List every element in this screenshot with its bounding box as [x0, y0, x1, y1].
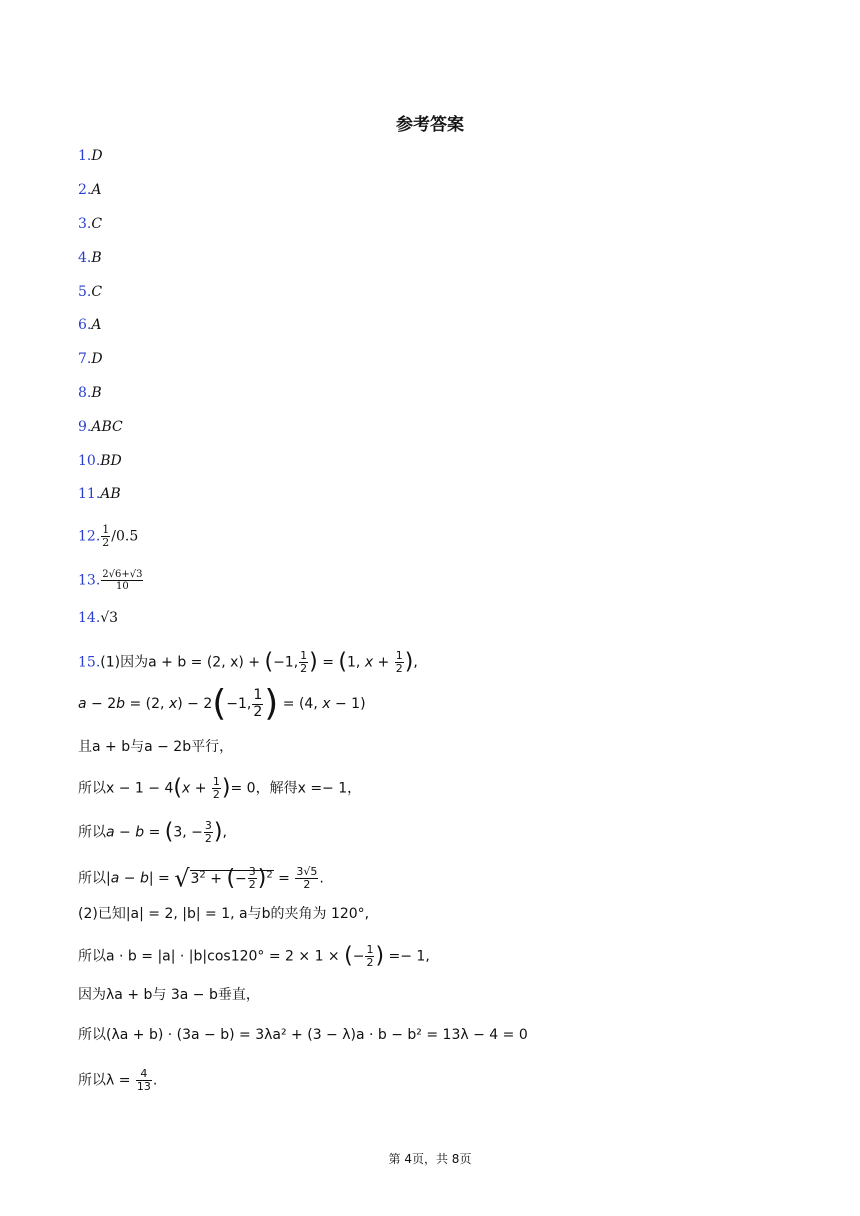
solution-line-5: 所以a − b = (3, − $\frac{3}{2}$ ), [78, 819, 227, 846]
answer-5 [78, 285, 102, 299]
answer-13 [78, 569, 144, 592]
answer-6 [78, 318, 101, 332]
solution-line-4: 所以x − 1 − 4(x + $\frac{1}{2}$ )= 0，解得x =− 1， [78, 775, 362, 802]
answer-text: C [91, 284, 103, 300]
question-number: 11. [78, 486, 101, 502]
question-number: 15. [78, 654, 101, 671]
answer-text: D [91, 148, 103, 164]
question-number: 12. [78, 528, 101, 545]
answer-8 [78, 386, 102, 400]
question-number: 10. [78, 453, 101, 469]
answer-12 [78, 524, 138, 549]
answer-text: A [91, 317, 102, 333]
answer-text: /0.5 [111, 528, 139, 545]
fraction: $\frac{1}{2}$ [102, 523, 110, 550]
answer-3 [78, 217, 102, 231]
question-number: 14. [78, 610, 101, 626]
answer-14 [78, 611, 118, 625]
question-number: 6. [78, 317, 92, 333]
question-number: 4. [78, 250, 92, 266]
solution-line-10: 所以(λa + b) · (3a − b) = 3λa² + (3 − λ)a · b − b² = 13λ − 4 = 0 [78, 1027, 528, 1043]
page-title: 参考答案 [396, 115, 464, 135]
page-footer: 第 4页，共 8页 [388, 1152, 472, 1166]
answer-text: √3 [100, 610, 119, 626]
answer-text: BD [100, 453, 122, 469]
question-number: 1. [78, 148, 92, 164]
solution-line-8: 所以a · b = |a| · |b|cos120° = 2 × 1 × (− $\frac{1}{2}$ ) =− 1, [78, 943, 430, 970]
answer-text: AB [100, 486, 121, 502]
solution-line-2: a − 2b = (2, x) − 2(−1, $\frac{1}{2}$ ) = (4, x − 1) [78, 683, 366, 724]
question-number: 13. [78, 572, 101, 589]
answer-text: ABC [91, 419, 123, 435]
question-number: 7. [78, 351, 92, 367]
answer-4 [78, 251, 102, 265]
question-number: 2. [78, 182, 92, 198]
question-number: 5. [78, 284, 92, 300]
answer-text: B [91, 250, 102, 266]
fraction: $\frac{2√6+√3}{10}$ [102, 569, 143, 592]
answer-2 [78, 183, 101, 197]
question-number: 3. [78, 216, 92, 232]
solution-line-11: 所以λ = $\frac{4}{13}$ . [78, 1067, 158, 1094]
solution-line-1: 15.(1)因为a + b = (2, x) + (−1, $\frac{1}{2}$ ) = (1, x + $\frac{1}{2}$ ), [78, 649, 418, 676]
solution-line-3: 且a + b与a − 2b平行， [78, 739, 234, 755]
answer-text: B [91, 385, 102, 401]
answer-text: C [91, 216, 103, 232]
answer-1 [78, 149, 103, 163]
solution-line-9: 因为λa + b与 3a − b垂直， [78, 987, 260, 1003]
answer-7 [78, 352, 103, 366]
answer-text: A [91, 182, 102, 198]
answer-9 [78, 420, 123, 434]
answer-11 [78, 487, 121, 501]
question-number: 9. [78, 419, 92, 435]
answer-10 [78, 454, 122, 468]
question-number: 8. [78, 385, 92, 401]
answer-text: D [91, 351, 103, 367]
solution-line-7: (2)已知|a| = 2, |b| = 1, a与b的夹角为 120°, [78, 906, 370, 922]
solution-line-6: 所以$|a - b| = √3^2$ + (− $\frac{3}{2}$ )$^2$ = $\frac{3√5}{2}$ . [78, 864, 324, 893]
